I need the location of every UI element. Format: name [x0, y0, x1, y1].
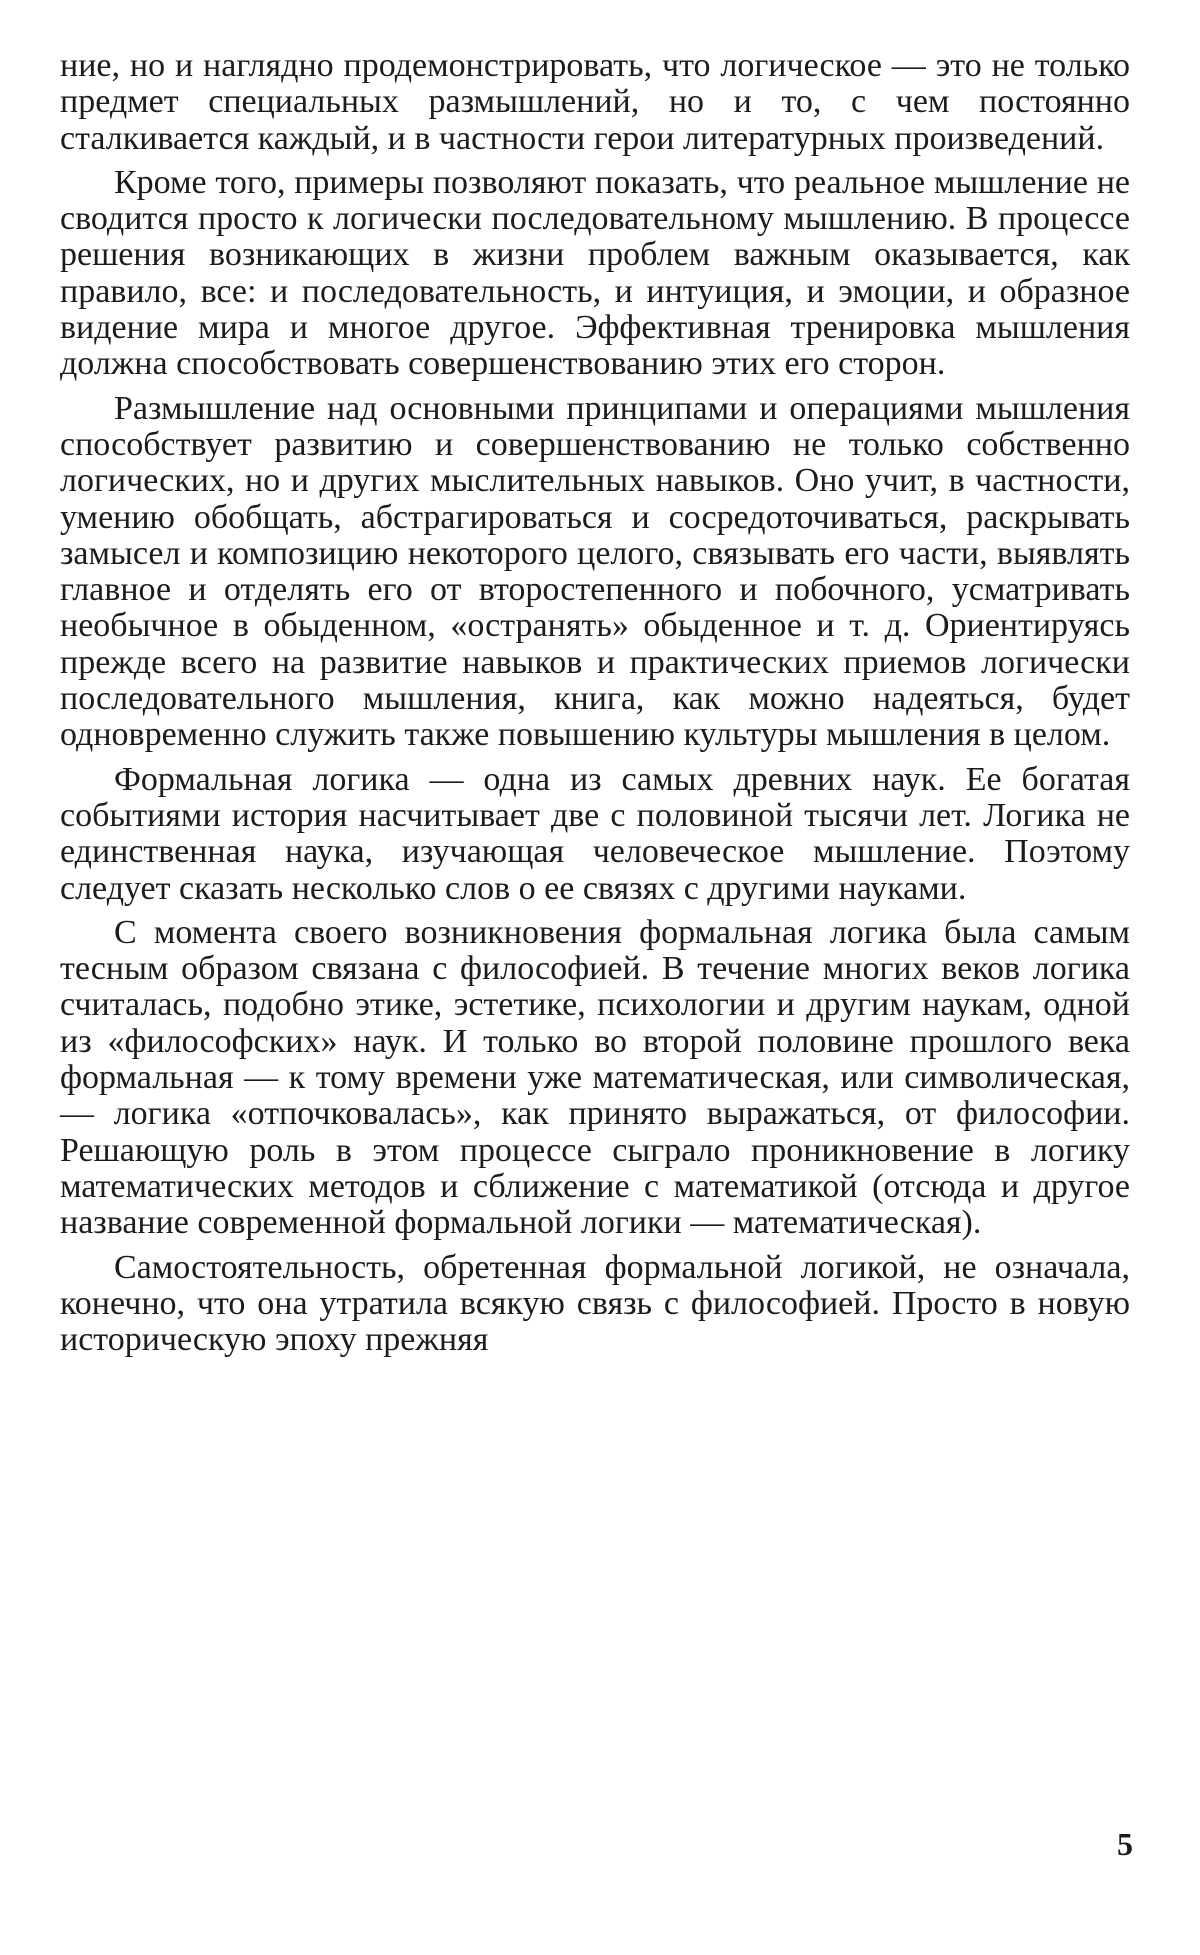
page-body: [60, 48, 1130, 1358]
paragraph-5: С момента своего возникновения формальная логика была самым тесным образом связана с философией. В течение многих веков логика считалась, подобно этике, эстетике, психологии и другим наукам, одной из «философских» наук. И только во второй половине прошлого века формальная — к тому времени уже математическая, или символическая, — логика «отпочковалась», как принято выражаться, от философии. Решающую роль в этом процессе сыграло проникновение в логику математических методов и сближение с математикой (отсюда и другое название современной формальной логики — математическая).: [60, 913, 1130, 1242]
paragraph-4: Формальная логика — одна из самых древних наук. Ее богатая событиями история насчитывает две с половиной тысячи лет. Логика не единственная наука, изучающая человеческое мышление. Поэтому следует сказать несколько слов о ее связях с другими науками.: [60, 760, 1130, 907]
page-number: 5: [1117, 1826, 1133, 1862]
paragraph-2: Кроме того, примеры позволяют показать, что реальное мышление не сводится просто к логически последовательному мышлению. В процессе решения возникающих в жизни проблем важным оказывается, как правило, все: и последовательность, и интуиция, и эмоции, и образное видение мира и многое другое. Эффективная тренировка мышления должна способствовать совершенствованию этих его сторон.: [60, 163, 1130, 383]
paragraph-1: ние, но и наглядно продемонстрировать, что логическое — это не только предмет специальных размышлений, но и то, с чем постоянно сталкивается каждый, и в частности герои литературных произведений.: [60, 47, 1130, 157]
paragraph-6: Самостоятельность, обретенная формальной логикой, не означала, конечно, что она утратила всякую связь с философией. Просто в новую историческую эпоху прежняя: [60, 1248, 1130, 1359]
paragraph-3: Размышление над основными принципами и операциями мышления способствует развитию и совершенствованию не только собственно логических, но и других мыслительных навыков. Оно учит, в частности, умению обобщать, абстрагироваться и сосредоточиваться, раскрывать замысел и композицию некоторого целого, связывать его части, выявлять главное и отделять его от второстепенного и побочного, усматривать необычное в обыденном, «остранять» обыденное и т. д. Ориентируясь прежде всего на развитие навыков и практических приемов логически последовательного мышления, книга, как можно надеяться, будет одновременно служить также повышению культуры мышления в целом.: [60, 389, 1130, 754]
